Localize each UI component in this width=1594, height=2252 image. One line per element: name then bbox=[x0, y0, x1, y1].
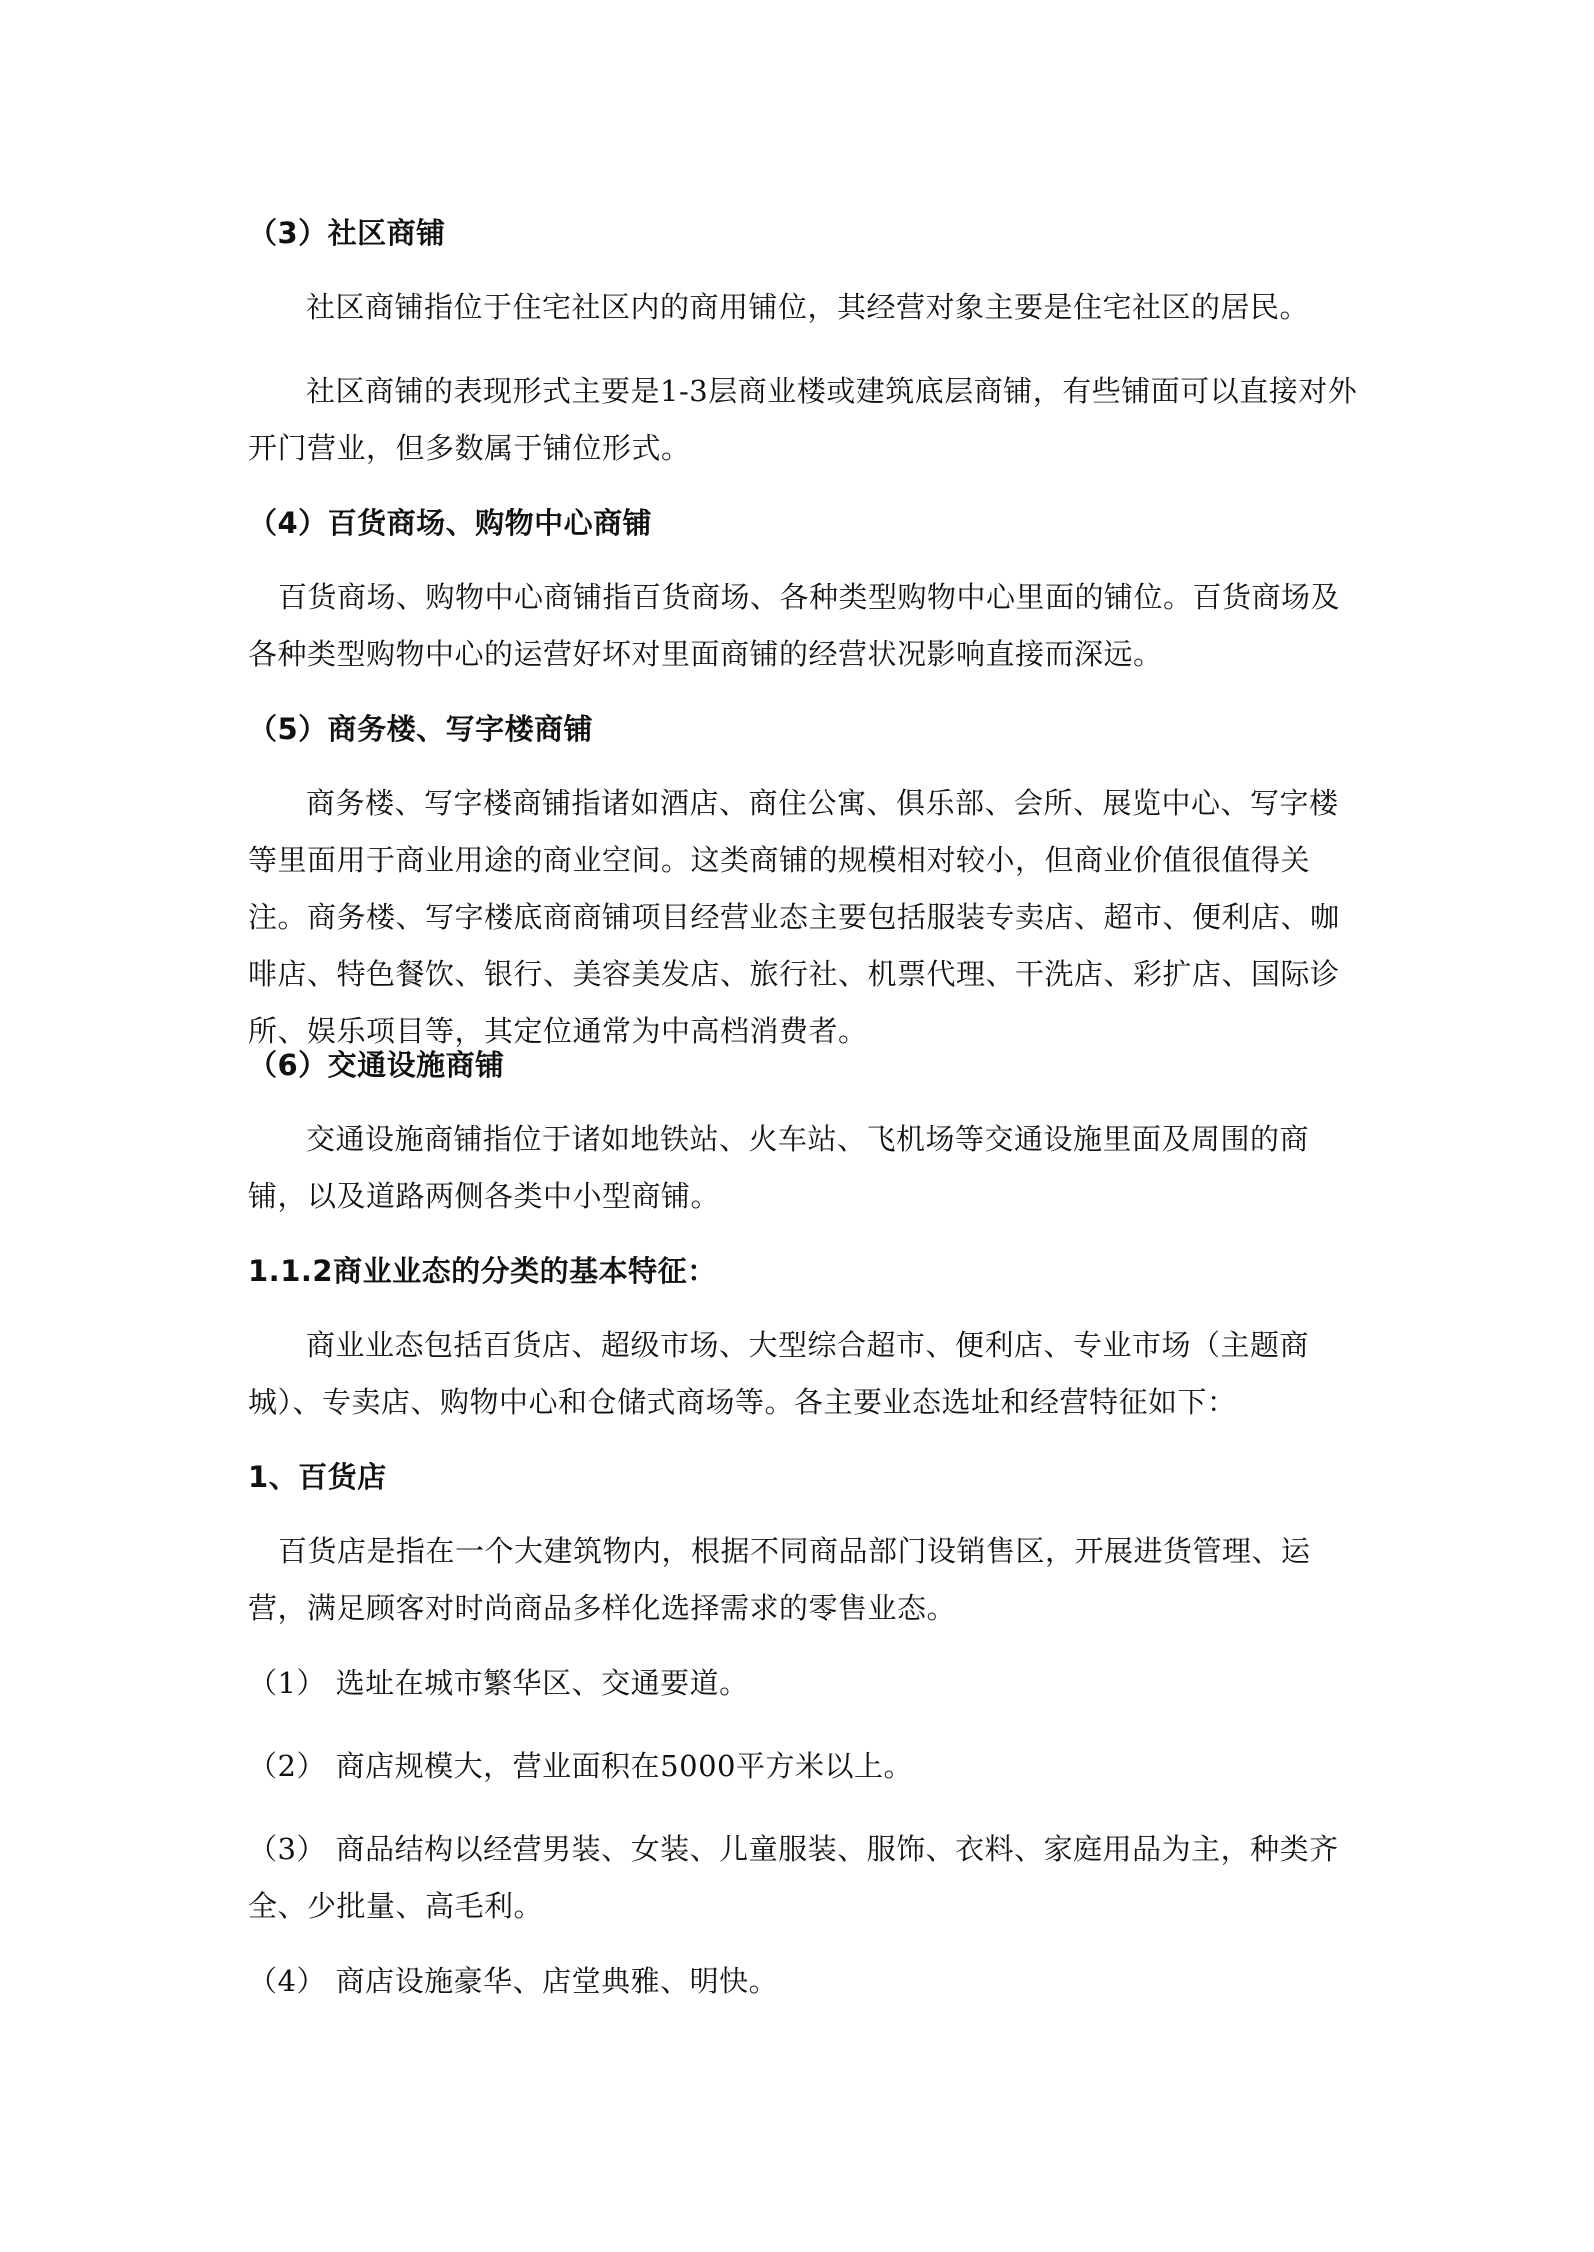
paragraph-office-building-shops: 商务楼、写字楼商铺指诸如酒店、商住公寓、俱乐部、会所、展览中心、写字楼等里面用于商业用途的商业空间。这类商铺的规模相对较小，但商业价值很值得关注。商务楼、写字楼底商商铺项目经营业态主要包括服装专卖店、超市、便利店、咖啡店、特色餐饮、银行、美容美发店、旅行社、机票代理、干洗店、彩扩店、国际诊所、娱乐项目等，其定位通常为中高档消费者。 bbox=[248, 786, 1340, 1048]
section-heading-retail-formats: 1.1.2商业业态的分类的基本特征： bbox=[248, 1254, 717, 1288]
list-item-facilities: （4） 商店设施豪华、店堂典雅、明快。 bbox=[248, 1964, 779, 1998]
section-heading-community-shops: （3）社区商铺 bbox=[248, 216, 446, 250]
paragraph-department-store-definition: 百货店是指在一个大建筑物内，根据不同商品部门设销售区，开展进货管理、运营，满足顾客对时尚商品多样化选择需求的零售业态。 bbox=[248, 1534, 1311, 1625]
list-item-location: （1） 选址在城市繁华区、交通要道。 bbox=[248, 1666, 749, 1700]
paragraph-community-shops-forms: 社区商铺的表现形式主要是1-3层商业楼或建筑底层商铺，有些铺面可以直接对外开门营业，但多数属于铺位形式。 bbox=[248, 374, 1358, 465]
paragraph-retail-formats: 商业业态包括百货店、超级市场、大型综合超市、便利店、专业市场（主题商城）、专卖店、购物中心和仓储式商场等。各主要业态选址和经营特征如下： bbox=[248, 1328, 1310, 1419]
section-heading-department-store: 1、百货店 bbox=[248, 1460, 387, 1494]
list-item-scale: （2） 商店规模大，营业面积在5000平方米以上。 bbox=[248, 1749, 913, 1783]
paragraph-department-mall-shops: 百货商场、购物中心商铺指百货商场、各种类型购物中心里面的铺位。百货商场及各种类型购物中心的运营好坏对里面商铺的经营状况影响直接而深远。 bbox=[248, 580, 1341, 671]
list-item-product-structure: （3） 商品结构以经营男装、女装、儿童服装、服饰、衣料、家庭用品为主，种类齐全、少批量、高毛利。 bbox=[248, 1832, 1339, 1923]
section-heading-department-mall-shops: （4）百货商场、购物中心商铺 bbox=[248, 506, 653, 540]
section-heading-transport-shops: （6）交通设施商铺 bbox=[248, 1048, 505, 1082]
paragraph-transport-shops: 交通设施商铺指位于诸如地铁站、火车站、飞机场等交通设施里面及周围的商铺，以及道路两侧各类中小型商铺。 bbox=[248, 1122, 1310, 1213]
section-heading-office-building-shops: （5）商务楼、写字楼商铺 bbox=[248, 712, 594, 746]
paragraph-community-shops-definition: 社区商铺指位于住宅社区内的商用铺位，其经营对象主要是住宅社区的居民。 bbox=[306, 290, 1310, 324]
